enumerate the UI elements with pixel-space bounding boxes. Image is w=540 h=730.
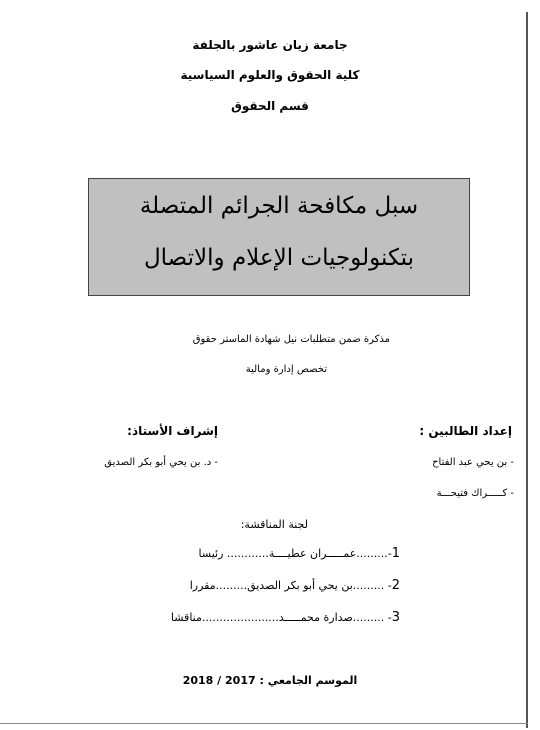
supervisor-label: إشراف الأستاذ: — [127, 424, 218, 438]
thesis-description: مذكرة ضمن متطلبات نيل شهادة الماستر حقوق — [192, 334, 390, 345]
jury-member-text: -.........عمـــــران عطيــــة............ رئيسا — [198, 547, 392, 560]
jury-member — [171, 610, 400, 625]
student-item: - كـــــراك فتيحـــة — [436, 488, 514, 499]
supervisor-name: - د. بن يحي أبو بكر الصديق — [104, 457, 218, 468]
faculty-name: كلية الحقوق والعلوم السياسية — [180, 68, 360, 82]
student-item: - بن يحي عبد الفتاح — [432, 457, 514, 468]
page-border-bottom — [0, 723, 528, 724]
jury-label: لجنة المناقشة: — [240, 518, 308, 531]
page-border-shadow — [526, 12, 528, 728]
jury-member — [190, 578, 400, 593]
jury-member-number: 3 — [391, 610, 400, 625]
university-name: جامعة زيان عاشور بالجلفة — [192, 38, 348, 52]
jury-member-number: 1 — [391, 546, 400, 561]
jury-member — [199, 546, 400, 561]
students-label: إعداد الطالبين : — [419, 424, 512, 438]
thesis-title-box — [88, 178, 470, 296]
jury-member-number: 2 — [391, 578, 400, 593]
jury-member-text: - .........صدارة محمـــــد......................مناقشا — [170, 611, 392, 624]
department-name: قسم الحقوق — [231, 99, 309, 113]
academic-season: الموسم الجامعي : 2017 / 2018 — [182, 674, 358, 687]
jury-member-text: - .........بن يحي أبو بكر الصديق.........مقررا — [189, 579, 392, 592]
thesis-specialty: تخصص إدارة ومالية — [245, 364, 327, 375]
thesis-title-line-2: بتكنولوجيات الإعلام والاتصال — [143, 245, 415, 271]
thesis-title-line-1: سبل مكافحة الجرائم المتصلة — [139, 193, 419, 219]
